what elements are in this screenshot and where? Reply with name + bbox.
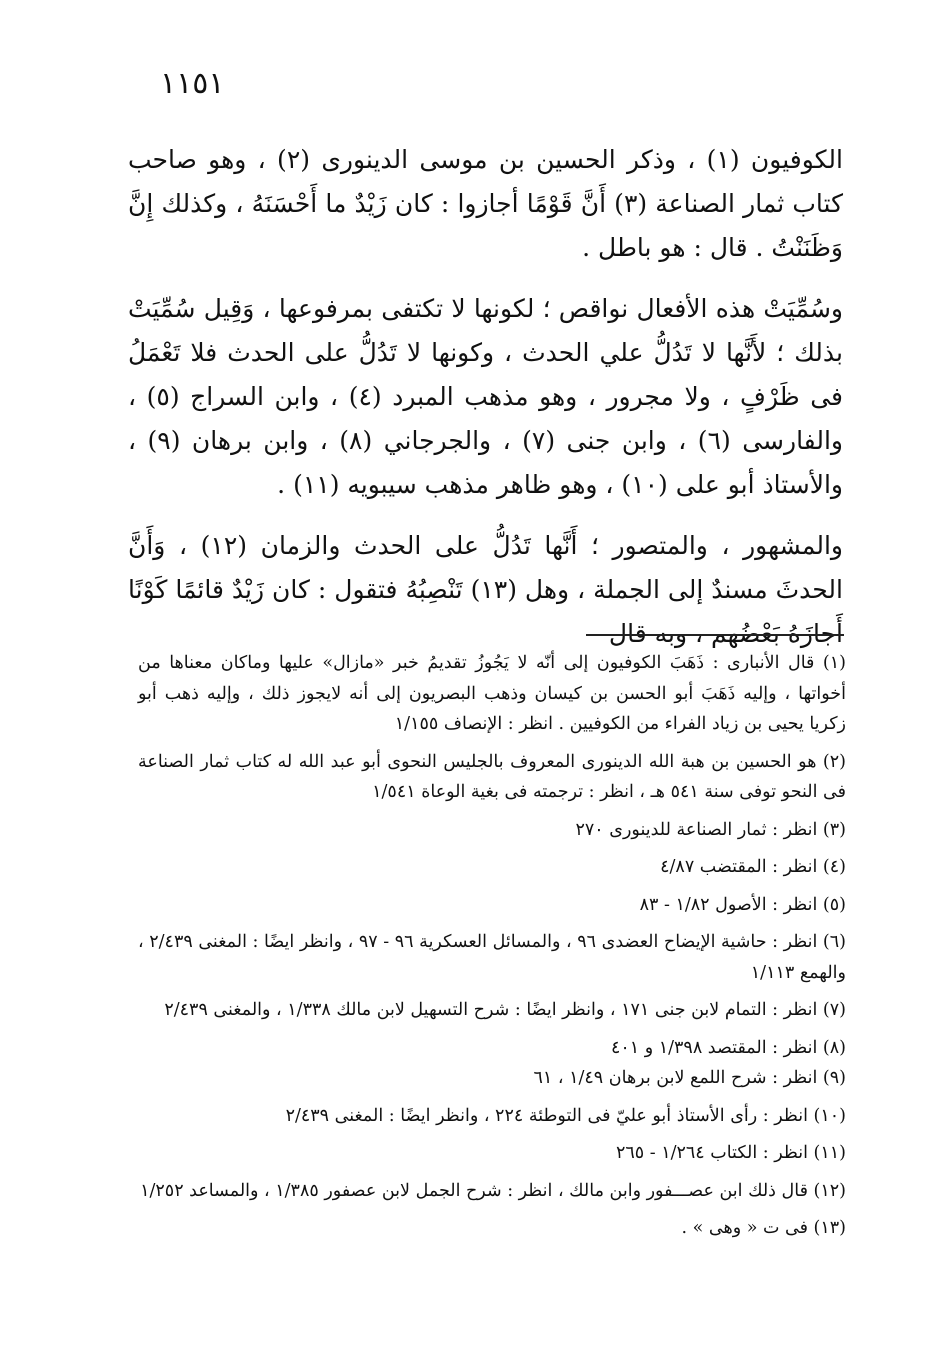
footnotes xyxy=(138,648,846,1244)
footnote: (١) قال الأنبارى : ذَهَبَ الكوفيون إلى أنّه لا يَجُوزُ تقديمُ خبر «مازال» عليها وماكان معناها من أخواتها ، وإليه ذَهَبَ أبو الحسن بن كيسان وذهب البصريون إلى أنه لايجوز ذلك ، وإليه ذهب أبو زكريا يحيى بن زياد الفراء من الكوفيين . انظر : الإنصاف ١/١٥٥ xyxy=(138,653,846,734)
footnote: (١٣) فى ت « وهى » . xyxy=(681,1218,846,1238)
footnote-separator xyxy=(586,634,844,636)
footnote: (٣) انظر : ثمار الصناعة للدينورى ٢٧٠ xyxy=(575,819,846,840)
body-paragraph: وسُمِّيَتْ هذه الأفعال نواقص ؛ لكونها لا تكتفى بمرفوعها ، وَقِيل سُمِّيَتْ بذلك ؛ لأَنَّها لا تَدُلُّ علي الحدث ، وكونها لا تَدُلُّ على الحدث فلا تَعْمَلُ فى ظَرْفٍ ، ولا مجرور ، وهو مذهب المبرد (٤) ، وابن السراج (٥) ، والفارسى (٦) ، وابن جنى (٧) ، والجرجاني (٨) ، وابن برهان (٩) ، والأستاذ أبو على (١٠) ، وهو ظاهر مذهب سيبويه (١١) . xyxy=(128,294,843,499)
footnote: (٤) انظر : المقتضب ٤/٨٧ xyxy=(660,857,846,877)
body-paragraph: الكوفيون (١) ، وذكر الحسين بن موسى الدينورى (٢) ، وهو صاحب كتاب ثمار الصناعة (٣) أَنَّ قَوْمًا أجازوا : كان زَيْدٌ ما أَحْسَنَهُ ، وكذلك إِنَّ وَظَنَنْتُ . قال : هو باطل . xyxy=(128,145,843,262)
footnote: (١١) انظر : الكتاب ١/٢٦٤ - ٢٦٥ xyxy=(615,1143,846,1163)
footnote: (٢) هو الحسين بن هبة الله الدينورى المعروف بالجليس النحوى أبو عبد الله له كتاب ثمار الصناعة فى النحو توفى سنة ٥٤١ هـ ، انظر : ترجمته فى بغية الوعاة ١/٥٤١ xyxy=(138,751,846,802)
body-text xyxy=(128,138,843,656)
footnote: (٥) انظر : الأصول ١/٨٢ - ٨٣ xyxy=(639,894,846,915)
page-number: ١١٥١ xyxy=(160,66,225,101)
footnote: (٩) انظر : شرح اللمع لابن برهان ١/٤٩ ، ٦١ xyxy=(533,1068,846,1088)
footnote: (١٢) قال ذلك ابن عصـــفور وابن مالك ، انظر : شرح الجمل لابن عصفور ١/٣٨٥ ، والمساعد ١/٢٥٢ xyxy=(140,1180,846,1201)
footnote: (٧) انظر : التمام لابن جنى ١٧١ ، وانظر ايضًا : شرح التسهيل لابن مالك ١/٣٣٨ ، والمغنى ٢/٤٣٩ xyxy=(164,1000,846,1020)
footnote: (٦) انظر : حاشية الإيضاح العضدى ٩٦ ، والمسائل العسكرية ٩٦ - ٩٧ ، وانظر ايضًا : المغنى ٢/٤٣٩ ، والهمع ١/١١٣ xyxy=(138,932,846,983)
body-paragraph: والمشهور ، والمتصور ؛ أَنَّها تَدُلُّ على الحدث والزمان (١٢) ، وَأَنَّ الحدثَ مسندٌ إلى الجملة ، وهل (١٣) تَنْصِبُهُ فتقول : كان زَيْدٌ قائمًا كَوْنًا أَجازَهُ بَعْضُهم ، وبه قال xyxy=(128,531,844,648)
footnote: (٨) انظر : المقتصد ١/٣٩٨ و ٤٠١ xyxy=(610,1037,846,1058)
footnote: (١٠) انظر : رأى الأستاذ أبو عليّ فى التوطئة ٢٢٤ ، وانظر ايضًا : المغنى ٢/٤٣٩ xyxy=(285,1105,846,1126)
